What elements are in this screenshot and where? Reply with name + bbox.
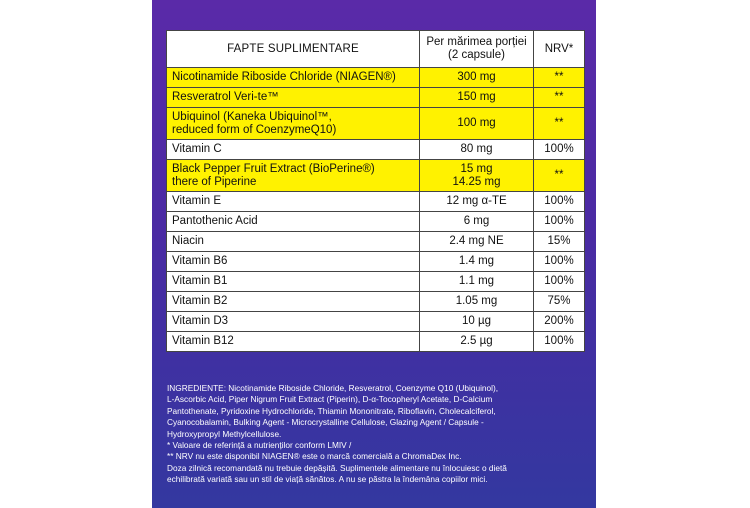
- nutrient-amount-line: 100 mg: [457, 117, 496, 129]
- nutrient-name-line: Vitamin E: [172, 195, 222, 207]
- ingredients-line: INGREDIENTE: Nicotinamide Riboside Chloride, Resveratrol, Coenzyme Q10 (Ubiquinol),: [167, 383, 499, 393]
- facts-body: [167, 68, 585, 352]
- nutrient-amount-line: 15 mg: [460, 162, 493, 175]
- nutrient-amount-line: 1.05 mg: [455, 295, 498, 307]
- table-title: FAPTE SUPLIMENTARE: [167, 31, 420, 68]
- table-row: [167, 140, 585, 160]
- table-row: [167, 312, 585, 332]
- nutrient-amount-line: 2.4 mg NE: [449, 235, 504, 247]
- nutrient-name-line: there of Piperine: [172, 175, 257, 188]
- serving-size-line2: (2 capsule): [448, 49, 505, 61]
- nutrient-name: [167, 68, 420, 88]
- nutrient-name-line: Ubiquinol (Kaneka Ubiquinol™,: [172, 110, 332, 123]
- nutrient-nrv: 15%: [534, 232, 585, 252]
- nutrient-nrv: **: [534, 88, 585, 108]
- nutrient-name: [167, 192, 420, 212]
- ingredients-line: ** NRV nu este disponibil NIAGEN® este o marcă comercială a ChromaDex Inc.: [167, 451, 462, 462]
- nutrient-amount-line: 10 µg: [461, 315, 491, 327]
- table-row: [167, 160, 585, 192]
- table-row: [167, 232, 585, 252]
- ingredients-text: [167, 383, 585, 486]
- nutrient-name: [167, 332, 420, 352]
- nutrient-name: [167, 212, 420, 232]
- nutrient-nrv: **: [534, 108, 585, 140]
- nutrient-amount-line: 2.5 µg: [460, 335, 493, 347]
- nutrient-nrv: 75%: [534, 292, 585, 312]
- nutrient-name-line: Black Pepper Fruit Extract (BioPerine®): [172, 162, 375, 175]
- table-row: [167, 88, 585, 108]
- ingredients-line: Cyanocobalamin, Bulking Agent - Microcrystalline Cellulose, Glazing Agent / Capsule -: [167, 417, 484, 428]
- nutrient-name-line: Vitamin D3: [172, 315, 229, 327]
- nutrient-amount: [420, 212, 534, 232]
- nutrient-nrv: 100%: [534, 140, 585, 160]
- nutrient-amount: [420, 192, 534, 212]
- table-row: [167, 252, 585, 272]
- nutrient-name-line: Niacin: [172, 235, 204, 247]
- nutrient-amount-line: 12 mg α-TE: [446, 195, 507, 207]
- nutrient-amount: [420, 68, 534, 88]
- nutrient-name-line: Vitamin B1: [172, 275, 228, 287]
- nutrient-amount-line: 1.1 mg: [458, 275, 495, 287]
- nutrient-nrv: 100%: [534, 272, 585, 292]
- nutrient-name: [167, 88, 420, 108]
- nutrient-amount-line: 6 mg: [463, 215, 490, 227]
- nutrient-amount: [420, 272, 534, 292]
- nutrient-amount: [420, 312, 534, 332]
- nutrient-name: [167, 232, 420, 252]
- nutrient-name: [167, 108, 420, 140]
- nutrient-amount-line: 80 mg: [460, 143, 493, 155]
- ingredients-line: L-Ascorbic Acid, Piper Nigrum Fruit Extract (Piperin), D-α-Tocopheryl Acetate, D-Calcium: [167, 394, 493, 405]
- nutrient-nrv: **: [534, 68, 585, 88]
- nutrient-name-line: Vitamin C: [172, 143, 222, 155]
- nutrient-name-line: Vitamin B6: [172, 255, 228, 267]
- nutrient-name-line: Resveratrol Veri-te™: [172, 91, 279, 103]
- nutrient-amount: [420, 140, 534, 160]
- nutrient-amount-line: 1.4 mg: [458, 255, 495, 267]
- nutrient-name-line: Pantothenic Acid: [172, 215, 258, 227]
- serving-size-line1: Per mărimea porției: [426, 36, 527, 48]
- table-row: [167, 332, 585, 352]
- nutrient-name-line: Vitamin B12: [172, 335, 234, 347]
- nutrient-amount: [420, 108, 534, 140]
- nutrient-amount: [420, 252, 534, 272]
- supplement-facts-table: [166, 30, 585, 352]
- nutrient-amount-line: 150 mg: [457, 91, 496, 103]
- nutrient-name: [167, 140, 420, 160]
- nutrient-name: [167, 272, 420, 292]
- nutrient-amount: [420, 160, 534, 192]
- table-row: [167, 108, 585, 140]
- nutrient-amount-line: 14.25 mg: [452, 175, 501, 188]
- nutrient-nrv: 100%: [534, 252, 585, 272]
- nutrient-nrv: **: [534, 160, 585, 192]
- nutrient-name: [167, 160, 420, 192]
- nutrient-amount: [420, 332, 534, 352]
- ingredients-line: * Valoare de referință a nutrienților conform LMIV /: [167, 440, 352, 451]
- table-row: [167, 68, 585, 88]
- nutrient-nrv: 100%: [534, 212, 585, 232]
- ingredients-line: Hydroxypropyl Methylcellulose.: [167, 428, 282, 439]
- ingredients-line: Pantothenate, Pyridoxine Hydrochloride, Thiamin Mononitrate, Riboflavin, Cholecalciferol,: [167, 405, 496, 416]
- nutrient-nrv: 200%: [534, 312, 585, 332]
- nrv-header: NRV*: [534, 31, 585, 68]
- table-row: [167, 192, 585, 212]
- ingredients-line: echilibrată variată sau un stil de viață sănătos. A nu se păstra la îndemâna copiilor mici.: [167, 474, 488, 485]
- nutrient-name-line: reduced form of CoenzymeQ10): [172, 123, 337, 136]
- nutrient-name: [167, 252, 420, 272]
- nutrient-nrv: 100%: [534, 192, 585, 212]
- nutrient-name-line: Vitamin B2: [172, 295, 228, 307]
- ingredients-line: Doza zilnică recomandată nu trebuie depășită. Suplimentele alimentare nu înlocuiesc o dietă: [167, 462, 507, 473]
- nutrient-amount: [420, 232, 534, 252]
- nutrient-name: [167, 292, 420, 312]
- nutrient-nrv: 100%: [534, 332, 585, 352]
- table-row: [167, 292, 585, 312]
- table-row: [167, 212, 585, 232]
- nutrient-amount: [420, 292, 534, 312]
- nutrient-name-line: Nicotinamide Riboside Chloride (NIAGEN®): [172, 71, 396, 83]
- nutrient-amount: [420, 88, 534, 108]
- nutrient-name: [167, 312, 420, 332]
- serving-size-header: [420, 31, 534, 68]
- nutrient-amount-line: 300 mg: [457, 71, 496, 83]
- table-row: [167, 272, 585, 292]
- table-header-row: [167, 31, 585, 68]
